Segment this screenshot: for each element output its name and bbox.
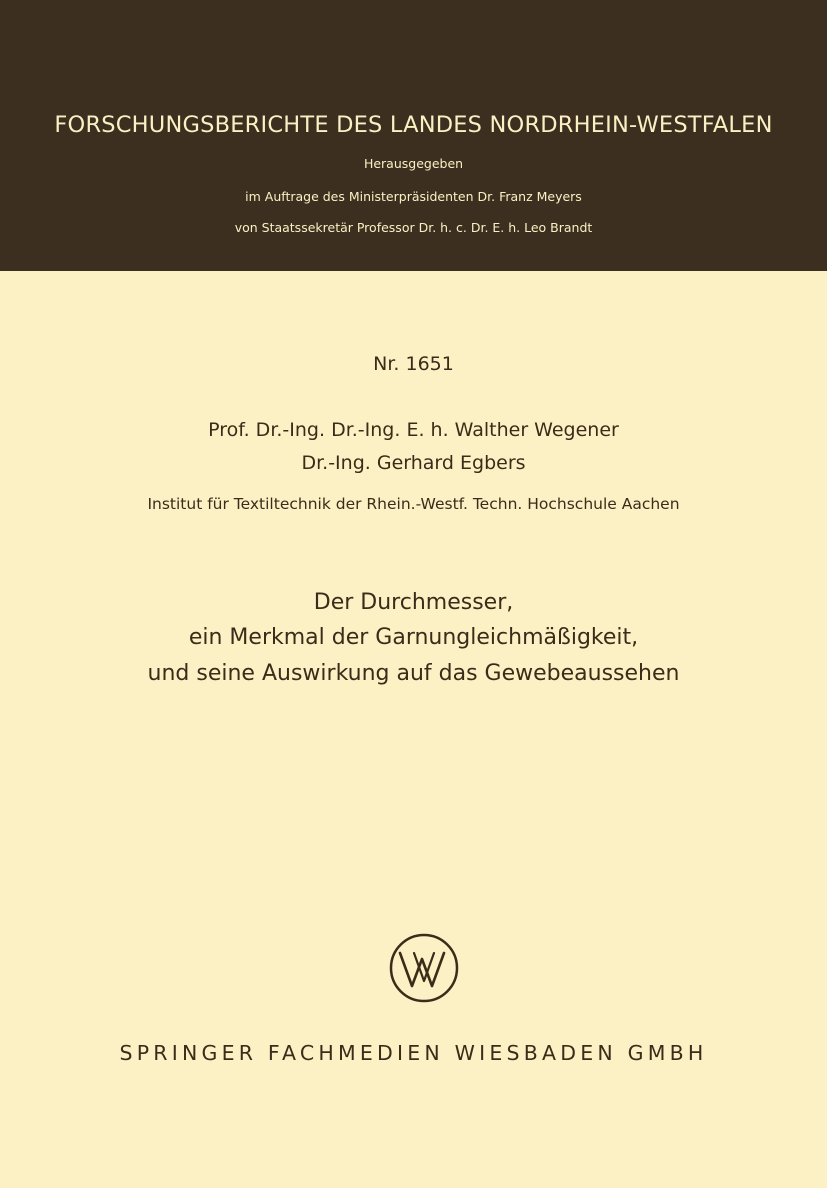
publisher: SPRINGER FACHMEDIEN WIESBADEN GMBH (119, 1041, 708, 1065)
editor-line-2: im Auftrage des Ministerpräsidenten Dr. Franz Meyers (245, 189, 582, 204)
title-line-2: ein Merkmal der Garnungleichmäßigkeit, (188, 625, 639, 650)
report-number: Nr. 1651 (373, 353, 454, 375)
editor-line-3: von Staatssekretär Professor Dr. h. c. Dr. E. h. Leo Brandt (234, 220, 593, 235)
editor-line-1: Herausgegeben (363, 156, 464, 171)
author-2: Dr.-Ing. Gerhard Egbers (301, 452, 526, 474)
springer-vw-logo-icon (388, 932, 460, 1004)
institute: Institut für Textiltechnik der Rhein.-Westf. Techn. Hochschule Aachen (147, 495, 680, 513)
header-band (0, 0, 827, 271)
title-line-1: Der Durchmesser, (313, 590, 514, 615)
series-title: FORSCHUNGSBERICHTE DES LANDES NORDRHEIN-WESTFALEN (54, 112, 773, 138)
author-1: Prof. Dr.-Ing. Dr.-Ing. E. h. Walther Wegener (208, 419, 619, 441)
title-line-3: und seine Auswirkung auf das Gewebeaussehen (147, 661, 680, 686)
